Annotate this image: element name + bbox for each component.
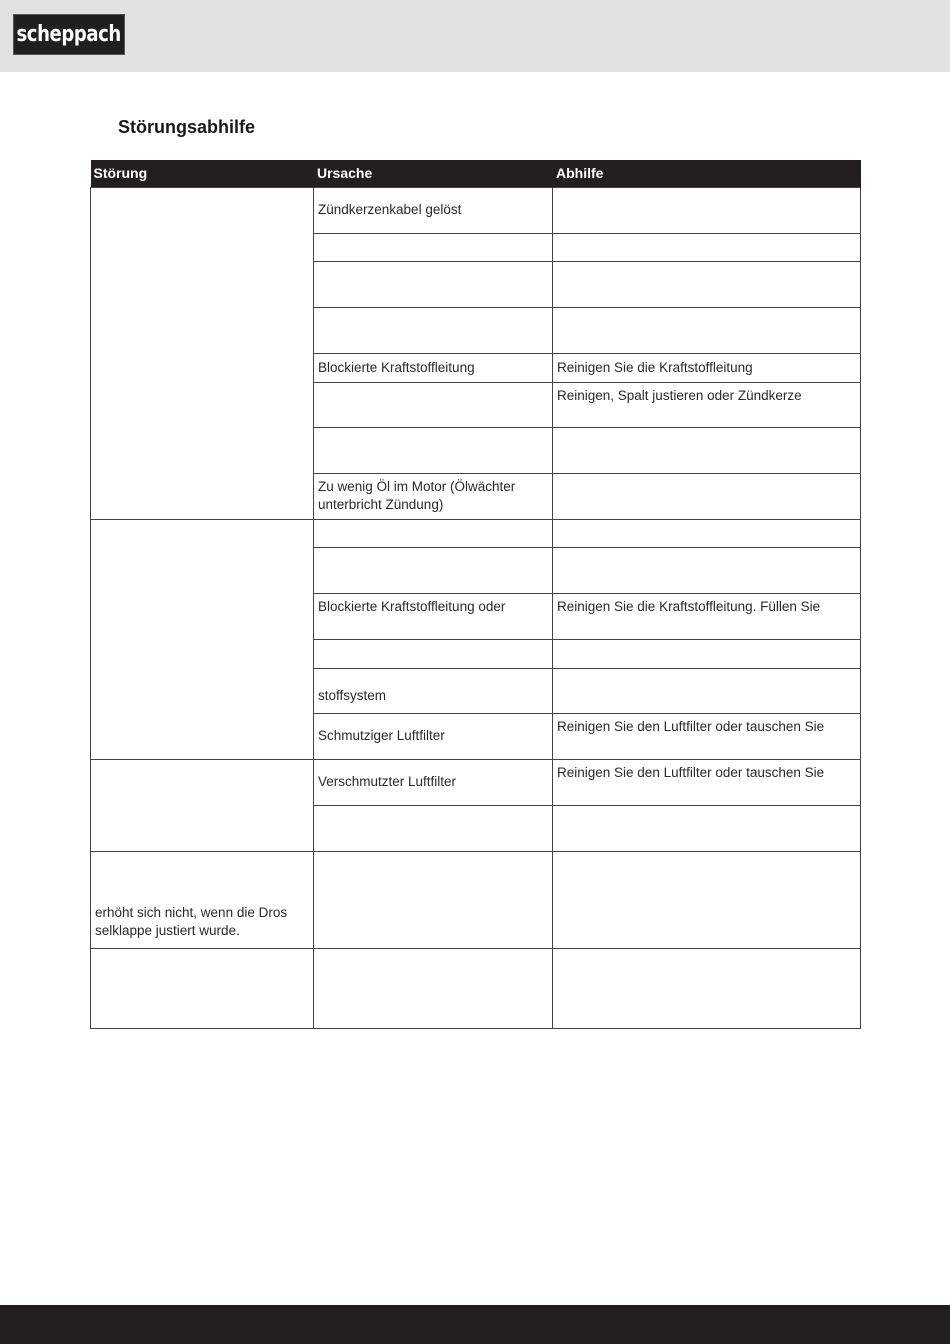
column-header-stoerung: Störung: [91, 160, 314, 187]
ursache-cell: [314, 948, 553, 1028]
stoerung-cell: erhöht sich nicht, wenn die Dros selklappe justiert wurde.: [91, 851, 314, 948]
table-row: [91, 519, 861, 547]
ursache-cell: Verschmutzter Luftfilter: [314, 759, 553, 805]
table-row: [91, 948, 861, 1028]
ursache-cell: Blockierte Kraftstoffleitung: [314, 353, 553, 382]
abhilfe-cell: [553, 805, 861, 851]
stoerung-cell: [91, 948, 314, 1028]
abhilfe-cell: [553, 851, 861, 948]
column-header-ursache: Ursache: [314, 160, 553, 187]
abhilfe-cell: Reinigen Sie die Kraftstoffleitung: [553, 353, 861, 382]
abhilfe-cell: [553, 187, 861, 233]
abhilfe-cell: [553, 547, 861, 593]
abhilfe-cell: [553, 473, 861, 519]
ursache-cell: Zu wenig Öl im Motor (Ölwächter unterbricht Zündung): [314, 473, 553, 519]
brand-logo-text: scheppach: [16, 22, 122, 47]
stoerung-cell: [91, 187, 314, 519]
ursache-cell: [314, 519, 553, 547]
page-header-bar: [0, 0, 950, 72]
table-row: [91, 759, 861, 805]
abhilfe-cell: [553, 427, 861, 473]
abhilfe-cell: Reinigen, Spalt justieren oder Zündkerze: [553, 382, 861, 427]
column-header-abhilfe: Abhilfe: [553, 160, 861, 187]
stoerung-cell: [91, 519, 314, 759]
ursache-cell: Schmutziger Luftfilter: [314, 713, 553, 759]
ursache-cell: Blockierte Kraftstoffleitung oder: [314, 593, 553, 639]
table-row: [91, 851, 861, 948]
troubleshooting-table: [90, 160, 861, 1029]
ursache-cell: [314, 427, 553, 473]
table-row: [91, 187, 861, 233]
ursache-cell: stoffsystem: [314, 668, 553, 713]
abhilfe-cell: [553, 948, 861, 1028]
ursache-cell: Zündkerzenkabel gelöst: [314, 187, 553, 233]
stoerung-cell: [91, 759, 314, 851]
ursache-cell: [314, 233, 553, 261]
ursache-cell: [314, 547, 553, 593]
ursache-cell: [314, 382, 553, 427]
brand-logo: [13, 14, 125, 55]
page-footer-bar: [0, 1305, 950, 1344]
ursache-cell: [314, 261, 553, 307]
ursache-cell: [314, 639, 553, 668]
abhilfe-cell: [553, 233, 861, 261]
abhilfe-cell: [553, 668, 861, 713]
ursache-cell: [314, 307, 553, 353]
ursache-cell: [314, 805, 553, 851]
abhilfe-cell: [553, 307, 861, 353]
abhilfe-cell: [553, 639, 861, 668]
abhilfe-cell: [553, 261, 861, 307]
abhilfe-cell: Reinigen Sie den Luftfilter oder tauschen Sie: [553, 713, 861, 759]
abhilfe-cell: Reinigen Sie die Kraftstoffleitung. Füllen Sie: [553, 593, 861, 639]
table-header-row: [91, 160, 861, 187]
ursache-cell: [314, 851, 553, 948]
page-title: Störungsabhilfe: [118, 117, 256, 137]
abhilfe-cell: [553, 519, 861, 547]
abhilfe-cell: Reinigen Sie den Luftfilter oder tauschen Sie: [553, 759, 861, 805]
